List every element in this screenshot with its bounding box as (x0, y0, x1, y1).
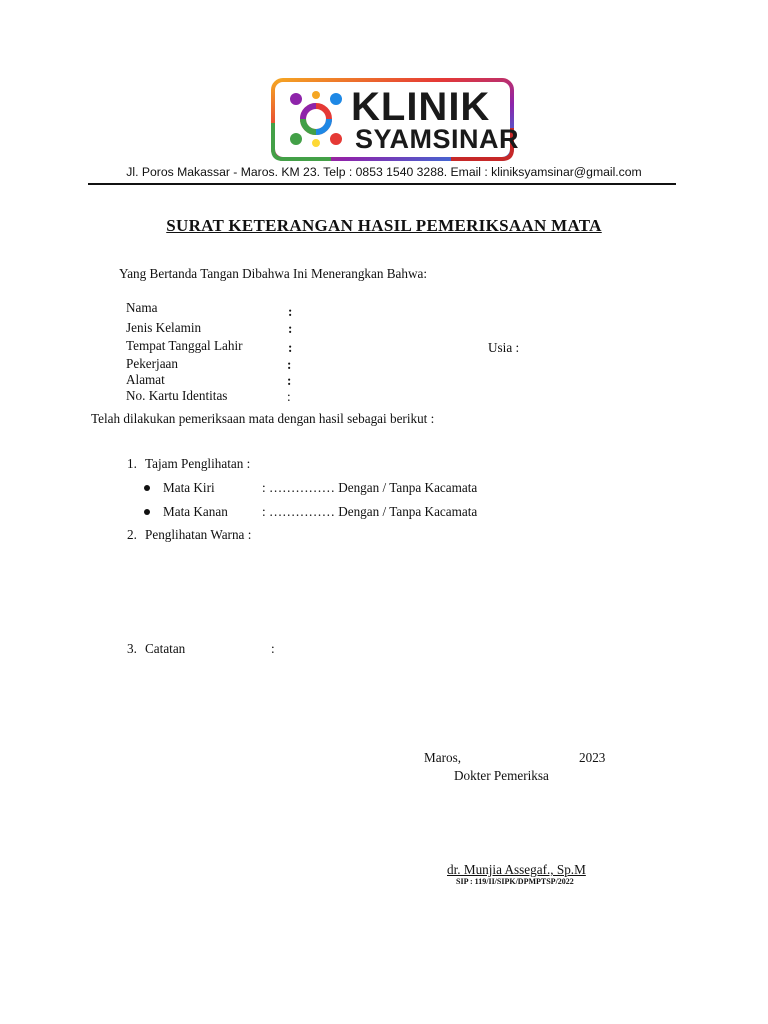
exam-intro-text: Telah dilakukan pemeriksaan mata dengan hasil sebagai berikut : (91, 411, 435, 426)
field-label-usia: Usia : (488, 340, 520, 355)
clinic-logo (271, 78, 520, 161)
header-divider (88, 183, 676, 185)
item-2-label: Penglihatan Warna : (145, 527, 252, 542)
field-colon-pekerjaan: : (287, 357, 292, 372)
right-eye-value: : …………… Dengan / Tanpa Kacamata (262, 504, 478, 519)
right-eye-label: Mata Kanan (163, 504, 228, 519)
field-label-nama: Nama (126, 300, 158, 315)
signature-place: Maros, (424, 750, 461, 765)
field-colon-kartu-identitas: : (287, 389, 291, 404)
intro-text: Yang Bertanda Tangan Dibahwa Ini Menerangkan Bahwa: (119, 266, 428, 281)
field-label-pekerjaan: Pekerjaan (126, 356, 178, 371)
bullet-icon (144, 485, 150, 491)
item-1-label: Tajam Penglihatan : (145, 456, 251, 471)
field-label-jenis-kelamin: Jenis Kelamin (126, 320, 202, 335)
item-3-colon: : (271, 641, 275, 656)
left-eye-label: Mata Kiri (163, 480, 215, 495)
logo-subtitle: SYAMSINAR (355, 124, 520, 154)
bullet-icon (144, 509, 150, 515)
signature-year: 2023 (579, 750, 606, 765)
signature-role: Dokter Pemeriksa (454, 768, 549, 783)
field-colon-jenis-kelamin: : (288, 321, 293, 336)
doctor-sip: SIP : 119/II/SIPK/DPMPTSP/2022 (456, 877, 574, 886)
field-label-alamat: Alamat (126, 372, 165, 387)
item-1-number: 1. (127, 456, 137, 471)
field-colon-ttl: : (288, 340, 293, 355)
field-label-kartu-identitas: No. Kartu Identitas (126, 388, 228, 403)
left-eye-value: : …………… Dengan / Tanpa Kacamata (262, 480, 478, 495)
field-colon-nama: : (288, 304, 293, 319)
people-circle-icon (290, 91, 342, 147)
clinic-address: Jl. Poros Makassar - Maros. KM 23. Telp : 0853 1540 3288. Email : kliniksyamsinar@gmail.com (126, 165, 642, 179)
doctor-name: dr. Munjia Assegaf., Sp.M (447, 862, 586, 877)
item-3-number: 3. (127, 641, 137, 656)
logo-title: KLINIK (351, 85, 491, 129)
item-3-label: Catatan (145, 641, 186, 656)
document-title: SURAT KETERANGAN HASIL PEMERIKSAAN MATA (166, 216, 602, 235)
field-colon-alamat: : (287, 373, 292, 388)
item-2-number: 2. (127, 527, 137, 542)
field-label-ttl: Tempat Tanggal Lahir (126, 338, 243, 353)
